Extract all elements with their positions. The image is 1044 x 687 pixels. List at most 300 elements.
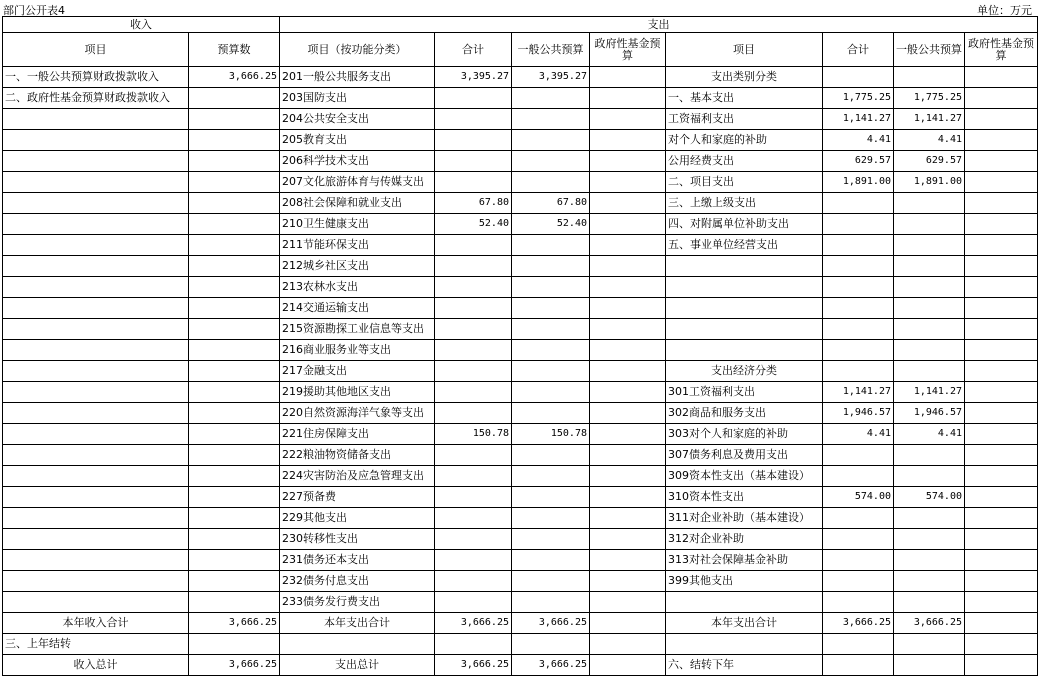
cell-expense-class-item: 399其他支出 (666, 571, 823, 592)
cell-expense-func-total (435, 109, 512, 130)
cell-expense-class-general (894, 634, 965, 655)
cell-income-item (3, 109, 189, 130)
cell-expense-func-total (435, 235, 512, 256)
cell-expense-func-item: 230转移性支出 (280, 529, 435, 550)
table-row (3, 571, 1038, 592)
cell-income-budget: 3,666.25 (189, 613, 280, 634)
cell-expense-func-gov-fund (590, 67, 666, 88)
cell-expense-func-item: 233债务发行费支出 (280, 592, 435, 613)
table-row (3, 655, 1038, 676)
cell-expense-func-total (435, 88, 512, 109)
cell-expense-class-gov-fund (965, 403, 1038, 424)
cell-expense-class-general: 1,141.27 (894, 109, 965, 130)
cell-income-budget (189, 592, 280, 613)
cell-expense-func-total (435, 319, 512, 340)
cell-expense-class-gov-fund (965, 655, 1038, 676)
cell-expense-class-total (823, 193, 894, 214)
cell-expense-class-general (894, 256, 965, 277)
cell-expense-class-gov-fund (965, 529, 1038, 550)
cell-income-item: 收入总计 (3, 655, 189, 676)
cell-expense-func-gov-fund (590, 529, 666, 550)
cell-expense-class-item (666, 340, 823, 361)
table-row (3, 109, 1038, 130)
cell-expense-class-item: 303对个人和家庭的补助 (666, 424, 823, 445)
cell-expense-class-gov-fund (965, 382, 1038, 403)
cell-expense-func-general (512, 445, 590, 466)
cell-income-budget (189, 529, 280, 550)
cell-expense-func-total: 3,395.27 (435, 67, 512, 88)
cell-expense-class-total (823, 361, 894, 382)
cell-expense-func-general (512, 466, 590, 487)
cell-expense-class-general (894, 193, 965, 214)
cell-expense-func-item: 207文化旅游体育与传媒支出 (280, 172, 435, 193)
cell-expense-class-general (894, 466, 965, 487)
cell-expense-func-total (435, 340, 512, 361)
cell-expense-func-item (280, 634, 435, 655)
cell-expense-class-general (894, 655, 965, 676)
cell-expense-class-item: 301工资福利支出 (666, 382, 823, 403)
cell-expense-class-total (823, 319, 894, 340)
cell-expense-class-gov-fund (965, 340, 1038, 361)
cell-expense-func-gov-fund (590, 445, 666, 466)
cell-expense-func-total (435, 487, 512, 508)
cell-expense-func-item: 204公共安全支出 (280, 109, 435, 130)
cell-expense-class-total (823, 550, 894, 571)
cell-expense-func-general (512, 550, 590, 571)
cell-expense-class-item (666, 592, 823, 613)
cell-expense-func-item: 203国防支出 (280, 88, 435, 109)
table-row (3, 466, 1038, 487)
cell-expense-func-gov-fund (590, 109, 666, 130)
cell-expense-func-total (435, 382, 512, 403)
cell-expense-class-general (894, 298, 965, 319)
cell-expense-class-item: 311对企业补助（基本建设） (666, 508, 823, 529)
cell-expense-class-general (894, 550, 965, 571)
cell-expense-class-gov-fund (965, 445, 1038, 466)
cell-expense-class-general (894, 529, 965, 550)
cell-expense-class-gov-fund (965, 592, 1038, 613)
cell-expense-func-total: 3,666.25 (435, 655, 512, 676)
cell-expense-class-general: 1,891.00 (894, 172, 965, 193)
cell-expense-class-gov-fund (965, 130, 1038, 151)
cell-expense-func-gov-fund (590, 424, 666, 445)
cell-expense-class-item: 302商品和服务支出 (666, 403, 823, 424)
cell-expense-func-gov-fund (590, 214, 666, 235)
cell-expense-class-total: 1,946.57 (823, 403, 894, 424)
col-header-general2: 一般公共预算 (894, 33, 965, 67)
cell-expense-class-total: 1,891.00 (823, 172, 894, 193)
cell-income-item (3, 592, 189, 613)
cell-expense-func-general (512, 256, 590, 277)
cell-expense-func-item: 214交通运输支出 (280, 298, 435, 319)
cell-income-item (3, 235, 189, 256)
cell-expense-class-general: 4.41 (894, 130, 965, 151)
cell-expense-func-item: 213农林水支出 (280, 277, 435, 298)
cell-expense-class-item: 二、项目支出 (666, 172, 823, 193)
cell-expense-func-item: 224灾害防治及应急管理支出 (280, 466, 435, 487)
cell-income-item (3, 361, 189, 382)
cell-expense-class-general (894, 319, 965, 340)
cell-income-budget (189, 424, 280, 445)
cell-expense-func-total (435, 172, 512, 193)
table-row (3, 214, 1038, 235)
cell-expense-class-general: 3,666.25 (894, 613, 965, 634)
cell-expense-class-item: 公用经费支出 (666, 151, 823, 172)
cell-income-budget (189, 235, 280, 256)
column-header-row (3, 33, 1038, 67)
cell-expense-class-total (823, 529, 894, 550)
table-row (3, 613, 1038, 634)
cell-expense-func-total (435, 130, 512, 151)
cell-expense-class-item: 对个人和家庭的补助 (666, 130, 823, 151)
cell-expense-func-item: 229其他支出 (280, 508, 435, 529)
cell-expense-func-item: 208社会保障和就业支出 (280, 193, 435, 214)
cell-expense-class-item: 支出经济分类 (666, 361, 823, 382)
cell-expense-func-gov-fund (590, 130, 666, 151)
cell-expense-func-general (512, 88, 590, 109)
cell-expense-class-gov-fund (965, 88, 1038, 109)
cell-income-item (3, 508, 189, 529)
cell-income-budget (189, 487, 280, 508)
cell-expense-func-item: 217金融支出 (280, 361, 435, 382)
cell-income-budget (189, 109, 280, 130)
cell-expense-func-total: 52.40 (435, 214, 512, 235)
cell-expense-func-general (512, 634, 590, 655)
cell-expense-class-general: 4.41 (894, 424, 965, 445)
cell-expense-class-gov-fund (965, 361, 1038, 382)
cell-expense-class-total (823, 340, 894, 361)
cell-expense-class-item: 310资本性支出 (666, 487, 823, 508)
cell-income-item (3, 571, 189, 592)
cell-expense-class-item: 工资福利支出 (666, 109, 823, 130)
cell-expense-class-gov-fund (965, 151, 1038, 172)
cell-expense-func-total (435, 151, 512, 172)
col-header-item2: 项目 (666, 33, 823, 67)
table-row (3, 508, 1038, 529)
cell-expense-func-total (435, 445, 512, 466)
cell-expense-func-item: 205教育支出 (280, 130, 435, 151)
cell-expense-func-total (435, 298, 512, 319)
cell-income-budget: 3,666.25 (189, 67, 280, 88)
table-row (3, 67, 1038, 88)
cell-expense-class-item: 309资本性支出（基本建设） (666, 466, 823, 487)
cell-expense-class-gov-fund (965, 214, 1038, 235)
cell-expense-class-total (823, 508, 894, 529)
cell-expense-func-general (512, 361, 590, 382)
cell-expense-class-total (823, 214, 894, 235)
cell-expense-func-gov-fund (590, 256, 666, 277)
cell-expense-class-total: 1,775.25 (823, 88, 894, 109)
cell-income-item (3, 445, 189, 466)
table-title: 部门公开表4 (3, 4, 65, 17)
cell-income-item (3, 193, 189, 214)
cell-expense-func-general (512, 487, 590, 508)
cell-expense-func-gov-fund (590, 592, 666, 613)
cell-expense-func-total: 150.78 (435, 424, 512, 445)
cell-expense-class-total: 574.00 (823, 487, 894, 508)
cell-expense-func-total: 3,666.25 (435, 613, 512, 634)
cell-expense-class-item: 四、对附属单位补助支出 (666, 214, 823, 235)
cell-expense-func-gov-fund (590, 340, 666, 361)
col-header-total2: 合计 (823, 33, 894, 67)
cell-expense-class-gov-fund (965, 550, 1038, 571)
cell-expense-func-item: 201一般公共服务支出 (280, 67, 435, 88)
cell-expense-class-total (823, 634, 894, 655)
cell-expense-func-gov-fund (590, 235, 666, 256)
cell-expense-func-item: 227预备费 (280, 487, 435, 508)
cell-expense-class-total (823, 571, 894, 592)
col-header-gov-fund: 政府性基金预算 (590, 33, 666, 67)
cell-expense-class-general (894, 571, 965, 592)
table-row (3, 88, 1038, 109)
cell-expense-class-general (894, 67, 965, 88)
cell-expense-func-gov-fund (590, 487, 666, 508)
cell-expense-class-general: 1,775.25 (894, 88, 965, 109)
cell-expense-func-general: 52.40 (512, 214, 590, 235)
income-section-header: 收入 (3, 17, 280, 33)
cell-income-budget (189, 298, 280, 319)
col-header-item: 项目 (3, 33, 189, 67)
cell-expense-func-total (435, 592, 512, 613)
cell-expense-class-total (823, 466, 894, 487)
cell-income-item (3, 130, 189, 151)
cell-expense-func-total (435, 466, 512, 487)
cell-expense-class-item: 313对社会保障基金补助 (666, 550, 823, 571)
cell-expense-class-gov-fund (965, 466, 1038, 487)
cell-expense-func-item: 221住房保障支出 (280, 424, 435, 445)
cell-expense-class-gov-fund (965, 571, 1038, 592)
cell-expense-class-total (823, 655, 894, 676)
cell-expense-class-general: 1,946.57 (894, 403, 965, 424)
cell-expense-class-gov-fund (965, 487, 1038, 508)
cell-income-budget (189, 550, 280, 571)
cell-expense-class-general (894, 592, 965, 613)
cell-expense-class-gov-fund (965, 508, 1038, 529)
table-row (3, 340, 1038, 361)
cell-income-item (3, 550, 189, 571)
cell-expense-class-gov-fund (965, 277, 1038, 298)
cell-expense-func-general (512, 151, 590, 172)
cell-expense-func-item: 231债务还本支出 (280, 550, 435, 571)
cell-income-budget (189, 193, 280, 214)
cell-expense-class-item: 支出类别分类 (666, 67, 823, 88)
cell-expense-class-general (894, 445, 965, 466)
cell-income-item: 二、政府性基金预算财政拨款收入 (3, 88, 189, 109)
cell-expense-func-item: 219援助其他地区支出 (280, 382, 435, 403)
cell-expense-class-general: 574.00 (894, 487, 965, 508)
cell-expense-class-general (894, 214, 965, 235)
cell-income-budget (189, 466, 280, 487)
cell-income-budget (189, 277, 280, 298)
cell-income-item: 本年收入合计 (3, 613, 189, 634)
cell-expense-class-general (894, 508, 965, 529)
cell-expense-class-gov-fund (965, 172, 1038, 193)
cell-expense-func-total (435, 256, 512, 277)
cell-income-budget: 3,666.25 (189, 655, 280, 676)
cell-expense-class-gov-fund (965, 634, 1038, 655)
cell-expense-func-general: 3,395.27 (512, 67, 590, 88)
cell-expense-func-general: 67.80 (512, 193, 590, 214)
cell-expense-class-item: 一、基本支出 (666, 88, 823, 109)
cell-expense-class-item: 312对企业补助 (666, 529, 823, 550)
cell-expense-class-gov-fund (965, 193, 1038, 214)
cell-expense-class-total: 629.57 (823, 151, 894, 172)
cell-expense-class-general: 1,141.27 (894, 382, 965, 403)
cell-expense-class-total (823, 298, 894, 319)
cell-expense-func-item: 211节能环保支出 (280, 235, 435, 256)
cell-expense-class-general (894, 340, 965, 361)
table-row (3, 235, 1038, 256)
table-row (3, 298, 1038, 319)
table-row (3, 172, 1038, 193)
cell-expense-class-total (823, 592, 894, 613)
sheet-header-bar (0, 0, 1044, 16)
cell-income-item (3, 151, 189, 172)
cell-expense-func-general (512, 298, 590, 319)
table-row (3, 529, 1038, 550)
cell-expense-func-item: 220自然资源海洋气象等支出 (280, 403, 435, 424)
col-header-budget: 预算数 (189, 33, 280, 67)
cell-expense-func-total: 67.80 (435, 193, 512, 214)
cell-expense-func-gov-fund (590, 508, 666, 529)
cell-expense-class-gov-fund (965, 256, 1038, 277)
cell-expense-func-gov-fund (590, 550, 666, 571)
cell-expense-func-general (512, 571, 590, 592)
table-row (3, 550, 1038, 571)
cell-income-item: 一、一般公共预算财政拨款收入 (3, 67, 189, 88)
cell-expense-class-item: 六、结转下年 (666, 655, 823, 676)
cell-expense-func-gov-fund (590, 172, 666, 193)
cell-expense-func-gov-fund (590, 193, 666, 214)
cell-income-item (3, 466, 189, 487)
cell-expense-func-gov-fund (590, 88, 666, 109)
cell-income-budget (189, 256, 280, 277)
table-row (3, 277, 1038, 298)
cell-expense-func-general: 150.78 (512, 424, 590, 445)
cell-expense-func-item: 216商业服务业等支出 (280, 340, 435, 361)
expense-section-header: 支出 (280, 17, 1038, 33)
table-row (3, 403, 1038, 424)
cell-expense-func-general (512, 340, 590, 361)
cell-expense-func-gov-fund (590, 361, 666, 382)
cell-expense-func-total (435, 634, 512, 655)
unit-label: 单位：万元 (977, 4, 1032, 17)
cell-income-item (3, 487, 189, 508)
cell-expense-func-gov-fund (590, 634, 666, 655)
cell-expense-class-total: 3,666.25 (823, 613, 894, 634)
cell-expense-func-general (512, 529, 590, 550)
cell-expense-class-total (823, 256, 894, 277)
table-row (3, 592, 1038, 613)
table-row (3, 361, 1038, 382)
col-header-general: 一般公共预算 (512, 33, 590, 67)
cell-expense-class-gov-fund (965, 235, 1038, 256)
cell-expense-func-general (512, 109, 590, 130)
cell-income-budget (189, 172, 280, 193)
cell-expense-class-gov-fund (965, 424, 1038, 445)
cell-expense-func-total (435, 277, 512, 298)
cell-expense-class-general: 629.57 (894, 151, 965, 172)
cell-income-item (3, 424, 189, 445)
cell-expense-func-item: 212城乡社区支出 (280, 256, 435, 277)
cell-income-item (3, 529, 189, 550)
col-header-total: 合计 (435, 33, 512, 67)
cell-expense-class-gov-fund (965, 109, 1038, 130)
cell-expense-func-gov-fund (590, 298, 666, 319)
cell-expense-func-gov-fund (590, 613, 666, 634)
cell-expense-func-gov-fund (590, 466, 666, 487)
cell-income-item: 三、上年结转 (3, 634, 189, 655)
cell-expense-func-total (435, 529, 512, 550)
cell-expense-class-total: 1,141.27 (823, 109, 894, 130)
cell-expense-func-total (435, 550, 512, 571)
cell-expense-class-gov-fund (965, 67, 1038, 88)
cell-expense-func-general (512, 382, 590, 403)
cell-expense-class-item (666, 256, 823, 277)
cell-expense-func-general (512, 172, 590, 193)
cell-expense-class-gov-fund (965, 298, 1038, 319)
cell-expense-func-gov-fund (590, 277, 666, 298)
cell-expense-func-gov-fund (590, 382, 666, 403)
cell-expense-class-total: 1,141.27 (823, 382, 894, 403)
cell-expense-class-general (894, 235, 965, 256)
cell-expense-func-general (512, 130, 590, 151)
budget-table (2, 16, 1038, 676)
cell-expense-func-general (512, 277, 590, 298)
cell-expense-func-gov-fund (590, 403, 666, 424)
cell-expense-class-item: 五、事业单位经营支出 (666, 235, 823, 256)
cell-expense-func-gov-fund (590, 571, 666, 592)
cell-expense-class-item: 307债务利息及费用支出 (666, 445, 823, 466)
cell-expense-func-general (512, 592, 590, 613)
cell-expense-func-general: 3,666.25 (512, 613, 590, 634)
cell-income-budget (189, 88, 280, 109)
cell-income-item (3, 298, 189, 319)
cell-income-item (3, 256, 189, 277)
table-body (3, 67, 1038, 676)
cell-income-budget (189, 445, 280, 466)
cell-expense-class-total: 4.41 (823, 130, 894, 151)
cell-expense-func-general (512, 319, 590, 340)
section-header-row (3, 17, 1038, 33)
cell-income-item (3, 172, 189, 193)
cell-expense-class-total (823, 67, 894, 88)
cell-income-item (3, 214, 189, 235)
cell-income-budget (189, 151, 280, 172)
cell-expense-func-general: 3,666.25 (512, 655, 590, 676)
cell-expense-func-general (512, 508, 590, 529)
cell-expense-func-item: 210卫生健康支出 (280, 214, 435, 235)
cell-expense-func-gov-fund (590, 655, 666, 676)
cell-income-budget (189, 130, 280, 151)
cell-expense-func-item: 232债务付息支出 (280, 571, 435, 592)
cell-income-budget (189, 340, 280, 361)
table-row (3, 151, 1038, 172)
cell-expense-func-gov-fund (590, 151, 666, 172)
cell-income-item (3, 403, 189, 424)
cell-income-item (3, 340, 189, 361)
col-header-gov-fund2: 政府性基金预算 (965, 33, 1038, 67)
cell-income-budget (189, 319, 280, 340)
cell-income-item (3, 319, 189, 340)
cell-expense-class-general (894, 277, 965, 298)
cell-expense-func-general (512, 403, 590, 424)
table-row (3, 445, 1038, 466)
cell-expense-class-total (823, 277, 894, 298)
table-row (3, 193, 1038, 214)
cell-expense-class-item: 本年支出合计 (666, 613, 823, 634)
cell-expense-class-gov-fund (965, 613, 1038, 634)
